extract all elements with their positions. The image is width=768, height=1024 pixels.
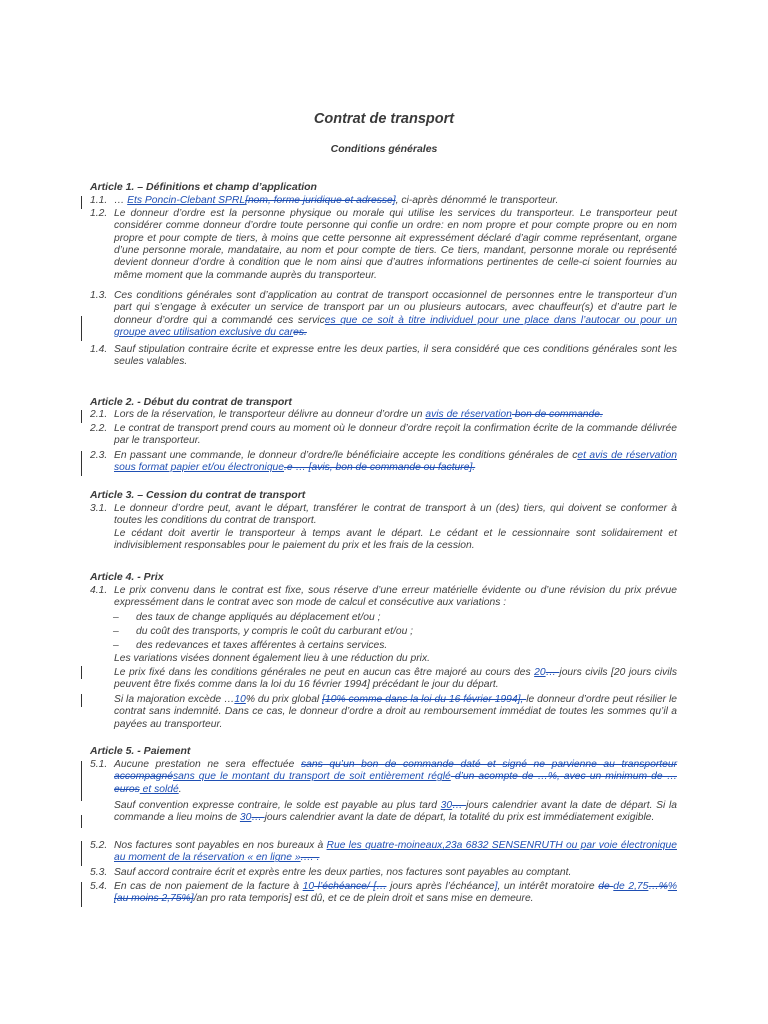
clause-number: 5.3. [90, 867, 108, 878]
clause-1-1: 1.1. … Ets Poncin-Clebant SPRL[nom, forme juridique et adresse], ci-après dénommé le transporteur. [90, 195, 559, 206]
clause-1-4: 1.4. Sauf stipulation contraire écrite et expresse entre les deux parties, il sera considéré que ces conditions générales sont les seules valables. [90, 344, 677, 368]
clause-number: 1.2. [90, 208, 108, 219]
article-5-heading: Article 5. - Paiement [90, 745, 191, 757]
clause-4-1-paragraph: Le prix fixé dans les conditions générales ne peut en aucun cas être majoré au cours des 20… jours civils [20 jours civils peuvent être fixés comme dans la loi du 16 février 1994] précédant le jour du départ. [114, 667, 677, 691]
clause-number: 1.1. [90, 195, 108, 206]
clause-2-2: 2.2. Le contrat de transport prend cours au moment où le donneur d’ordre reçoit la confirmation écrite de la commande délivrée par le transporteur. [90, 423, 677, 447]
list-item: – des redevances et taxes afférentes à certains services. [113, 640, 388, 651]
clause-5-4: 5.4. En cas de non paiement de la facture à 10 l’échéance/ [… jours après l’échéance], un intérêt moratoire de de 2,75…%% [au moins 2,75%]/an pro rata temporis] est dû, et ce de plein droit et sans mise en demeure. [90, 881, 677, 905]
clause-4-1: 4.1. Le prix convenu dans le contrat est fixe, sous réserve d’une erreur matérielle évidente ou d’une révision du prix prévue expressément dans le contrat avec son mode de calcul et consécutive aux variations : [90, 585, 677, 609]
article-1-heading: Article 1. – Définitions et champ d’application [90, 181, 317, 193]
change-bar [81, 666, 82, 679]
article-3-heading: Article 3. – Cession du contrat de transport [90, 489, 306, 501]
clause-number: 2.3. [90, 450, 108, 461]
clause-4-1-paragraph: Les variations visées donnent également lieu à une réduction du prix. [114, 653, 430, 664]
list-item: – du coût des transports, y compris le coût du carburant et/ou ; [113, 626, 414, 637]
clause-number: 1.4. [90, 344, 108, 355]
clause-number: 1.3. [90, 290, 108, 301]
clause-number: 5.1. [90, 759, 108, 770]
change-bar [81, 451, 82, 476]
clause-number: 2.2. [90, 423, 108, 434]
change-bar [81, 410, 82, 423]
document-title: Contrat de transport [313, 111, 455, 127]
clause-1-2: 1.2. Le donneur d’ordre est la personne physique ou morale qui utilise les services du transporteur. Le transporteur peut considérer comme donneur d’ordre toute personne qui confie un ordre: en nom propre et pour compte propre ou en nom propre et pour compte de tiers, à moins que cette personne ait expressément déclaré d’agir comme représentant, organe d’une personne morale, mandataire, au nom et pour compte de tiers. Ce tiers, mandant, personne morale ou représenté devient donneur d’ordre à condition que le nom ainsi que d’autres informations pertinentes de celle-ci soient fournies au même moment que la commande auprès du transporteur. [90, 208, 677, 281]
change-bar [81, 882, 82, 907]
article-2-heading: Article 2. - Début du contrat de transport [90, 396, 292, 408]
clause-1-3: 1.3. Ces conditions générales sont d’application au contrat de transport occasionnel de personnes entre le transporteur d’un part qui s’engage à exécuter un service de transport par un ou plusieurs autocars, avec chauffeur(s) et d’autre part le donneur d’ordre qui a commandé ces services que ce soit à titre individuel pour une place dans l’autocar ou pour un groupe avec utilisation exclusive du cares. [90, 290, 678, 339]
clause-5-1-paragraph: Sauf convention expresse contraire, le solde est payable au plus tard 30… jours calendrier avant la date de départ. Si la commande a lieu moins de 30… jours calendrier avant la date de départ, la totalité du prix est immédiatement exigible. [114, 800, 677, 824]
clause-number: 2.1. [90, 409, 108, 420]
clause-3-1: 3.1. Le donneur d’ordre peut, avant le départ, transférer le contrat de transport à un (des) tiers, qui doivent se conformer à toutes les conditions du contrat de transport. Le cédant doit avertir le transporteur à temps avant le départ. Le cédant et le cessionnaire sont solidairement et indivisiblement responsables pour le paiement du prix et les frais de la cession. [90, 503, 677, 552]
document-subtitle: Conditions générales [330, 143, 438, 155]
clause-5-3: 5.3. Sauf accord contraire écrit et exprès entre les deux parties, nos factures sont payables au comptant. [90, 867, 572, 878]
article-4-heading: Article 4. - Prix [90, 571, 164, 583]
clause-number: 5.2. [90, 840, 108, 851]
change-bar [81, 761, 82, 801]
clause-number: 5.4. [90, 881, 108, 892]
clause-2-3: 2.3. En passant une commande, le donneur d’ordre/le bénéficiaire accepte les conditions générales de cet avis de réservation sous format papier et/ou électronique.e … [avis, bon de commande ou facture]. [90, 450, 677, 474]
clause-4-1-paragraph: Si la majoration excède …10% du prix global [10% comme dans la loi du 16 février 1994], le donneur d’ordre peut résilier le contrat sans indemnité. Dans ce cas, le donneur d’ordre a droit au remboursement immédiat de toutes les sommes qu’il a payées au transporteur. [114, 694, 677, 730]
change-bar [81, 316, 82, 341]
list-item: – des taux de change appliqués au déplacement et/ou ; [113, 612, 381, 623]
clause-number: 4.1. [90, 585, 108, 596]
clause-5-2: 5.2. Nos factures sont payables en nos bureaux à Rue les quatre-moineaux,23a 6832 SENSENRUTH ou par voie électronique au moment de la réservation « en ligne ».… . [90, 840, 677, 864]
clause-2-1: 2.1. Lors de la réservation, le transporteur délivre au donneur d’ordre un avis de réservation bon de commande. [90, 409, 603, 420]
change-bar [81, 815, 82, 828]
clause-5-1: 5.1. Aucune prestation ne sera effectuée sans qu’un bon de commande daté et signé ne parvienne au transporteur accompagnésans que le montant du transport de soit entièrement réglé d’un acompte de …%, avec un minimum de … euros et soldé. [90, 759, 677, 795]
change-bar [81, 841, 82, 866]
change-bar [81, 196, 82, 209]
change-bar [81, 694, 82, 707]
clause-number: 3.1. [90, 503, 108, 514]
